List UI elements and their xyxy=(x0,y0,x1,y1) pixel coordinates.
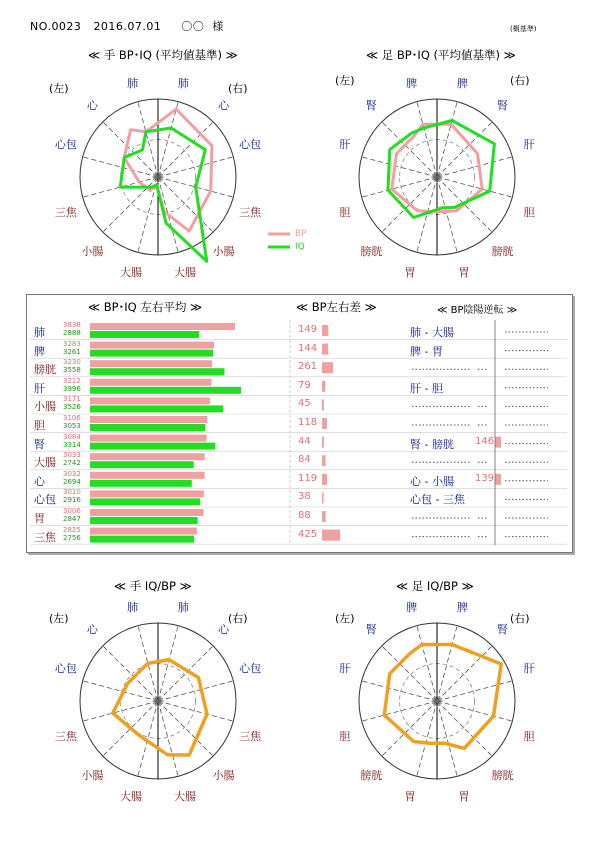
iq-bar xyxy=(90,387,241,394)
iq-value: 2847 xyxy=(63,515,81,523)
lr-diff-bar xyxy=(322,511,326,522)
bp-bar xyxy=(90,509,204,516)
iq-value: 2888 xyxy=(63,329,81,337)
axis-label: 三焦 xyxy=(239,205,262,219)
axis-label: 肺 xyxy=(177,601,189,615)
organ-label: 肺 xyxy=(34,326,45,339)
bp-value: 3006 xyxy=(63,507,81,515)
axis-label: 腎 xyxy=(497,99,509,113)
axis-label: 心包 xyxy=(54,138,77,152)
bp-value: 2825 xyxy=(63,525,81,534)
axis-label: 肺 xyxy=(127,601,139,615)
lr-diff-value: 79 xyxy=(298,379,311,391)
bp-value: 3106 xyxy=(63,414,81,422)
legend-iq-label: IQ xyxy=(295,242,305,252)
axis-label: 脾 xyxy=(456,601,468,615)
lr-diff-value: 44 xyxy=(298,435,311,447)
spoke-line xyxy=(437,102,457,177)
axis-label: 腎 xyxy=(365,623,377,637)
axis-label: 心 xyxy=(218,623,230,637)
organ-label: 胃 xyxy=(34,512,45,525)
axis-label: 胃 xyxy=(404,266,416,280)
spoke-line xyxy=(158,646,213,701)
lr-diff-bar xyxy=(322,455,326,466)
reversal-bar xyxy=(495,474,501,485)
series-iq-bp-polygon xyxy=(384,645,501,749)
iq-value: 3996 xyxy=(63,384,81,393)
spoke-line xyxy=(437,122,492,177)
spoke-line xyxy=(138,102,158,177)
lr-diff-value: 45 xyxy=(298,398,311,410)
axis-label: 三焦 xyxy=(239,729,262,743)
axis-label: 胃 xyxy=(458,790,470,804)
bp-bar xyxy=(90,472,205,479)
axis-label: 心 xyxy=(218,99,230,113)
axis-label: 大腸 xyxy=(119,790,142,804)
axis-label: 心 xyxy=(86,623,98,637)
organ-label: 心包 xyxy=(34,493,56,507)
iq-bar xyxy=(90,536,194,543)
bp-bar xyxy=(90,379,211,386)
bp-value: 3283 xyxy=(63,339,81,348)
lr-diff-value: 38 xyxy=(298,491,311,503)
right-side-label: (右) xyxy=(228,612,248,625)
right-side-label: (右) xyxy=(510,612,530,625)
left-side-label: (左) xyxy=(335,74,355,87)
bp-value: 3171 xyxy=(63,395,81,404)
axis-label: 膀胱 xyxy=(360,768,383,782)
spoke-line xyxy=(138,701,158,776)
axis-label: 脾 xyxy=(406,77,418,91)
reversal-value: 139 xyxy=(475,472,495,484)
iq-value: 2916 xyxy=(63,496,81,505)
axis-label: 脾 xyxy=(406,601,418,615)
bp-bar xyxy=(90,416,207,423)
iq-bar xyxy=(90,350,213,357)
bp-bar xyxy=(90,342,214,349)
axis-label: 胃 xyxy=(458,266,470,280)
patient-name: 〇〇 xyxy=(181,20,205,33)
spoke-line xyxy=(417,701,437,776)
lr-diff-value: 118 xyxy=(298,417,318,428)
reversal-pair: 心 - 小腸 xyxy=(410,474,454,488)
iq-bar xyxy=(90,498,200,505)
spoke-line xyxy=(382,701,437,756)
spoke-line xyxy=(103,646,158,701)
axis-label: 膀胱 xyxy=(491,244,514,258)
iq-value: 2756 xyxy=(63,533,81,542)
left-side-label: (左) xyxy=(335,612,355,625)
bp-bar xyxy=(90,360,212,367)
lr-diff-bar xyxy=(322,344,328,355)
foot-iqbp-title: ≪ 足 IQ/BP ≫ xyxy=(396,579,474,593)
bp-value: 3084 xyxy=(63,432,81,441)
reversal-bar xyxy=(495,437,501,448)
axis-label: 小腸 xyxy=(212,244,235,258)
organ-label: 三焦 xyxy=(34,530,56,544)
reversal-pair: 腎 - 膀胱 xyxy=(410,437,454,451)
foot-bpiq-title: ≪ 足 BP･IQ (平均値基準) ≫ xyxy=(366,48,516,62)
bp-bar xyxy=(90,528,197,535)
axis-label: 胆 xyxy=(339,205,351,219)
iq-bar xyxy=(90,405,223,412)
reversal-pair: 心包 - 三焦 xyxy=(410,493,465,507)
lr-diff-value: 144 xyxy=(298,342,318,354)
iq-bar xyxy=(90,424,205,431)
bp-bar xyxy=(90,323,235,330)
iq-value: 3558 xyxy=(63,366,81,375)
series-iq-bp-polygon xyxy=(113,660,207,755)
axis-label: 肺 xyxy=(127,77,139,91)
reversal-title: ≪ BP陰陽逆転 ≫ xyxy=(437,305,518,316)
bp-value: 3230 xyxy=(63,358,81,367)
header-note: (概基準) xyxy=(510,25,537,33)
axis-label: 腎 xyxy=(365,99,377,113)
iq-bar xyxy=(90,443,215,450)
axis-label: 小腸 xyxy=(81,768,104,782)
axis-label: 大腸 xyxy=(174,790,196,804)
bp-value: 3212 xyxy=(63,376,81,385)
iq-bar xyxy=(90,331,199,338)
average-title: ≪ BP･IQ 左右平均 ≫ xyxy=(88,300,203,314)
hand-bpiq-title: ≪ 手 BP･IQ (平均値基準) ≫ xyxy=(88,48,238,62)
bp-bar xyxy=(90,453,205,460)
bp-bar xyxy=(90,397,210,404)
left-side-label: (左) xyxy=(49,612,69,625)
right-side-label: (右) xyxy=(510,74,530,87)
lr-diff-value: 88 xyxy=(298,510,311,521)
lr-diff-bar xyxy=(322,381,325,392)
organ-label: 大腸 xyxy=(34,456,56,470)
axis-label: 膀胱 xyxy=(360,244,383,258)
organ-label: 膀胱 xyxy=(34,363,56,377)
axis-label: 心包 xyxy=(54,662,77,676)
reversal-pair: 脾 - 胃 xyxy=(410,344,443,358)
axis-label: 心包 xyxy=(239,138,262,152)
organ-label: 小腸 xyxy=(34,400,56,414)
lr-diff-value: 425 xyxy=(298,528,318,540)
organ-label: 脾 xyxy=(34,344,45,358)
axis-label: 肝 xyxy=(339,138,351,152)
axis-label: 小腸 xyxy=(212,768,235,782)
axis-label: 膀胱 xyxy=(491,768,514,782)
iq-value: 3053 xyxy=(63,422,81,430)
spoke-line xyxy=(417,626,437,701)
lr-diff-bar xyxy=(322,437,324,448)
iq-value: 2742 xyxy=(63,459,81,468)
lr-diff-bar xyxy=(322,492,324,503)
axis-label: 胆 xyxy=(339,729,351,743)
bp-bar xyxy=(90,435,207,442)
record-number: NO.0023 xyxy=(30,20,82,33)
lr-diff-value: 119 xyxy=(298,472,318,484)
spoke-line xyxy=(417,102,437,177)
spoke-line xyxy=(103,177,158,232)
lr-diff-bar xyxy=(322,418,327,429)
spoke-line xyxy=(158,701,178,776)
axis-label: 肺 xyxy=(177,77,189,91)
organ-label: 腎 xyxy=(34,437,45,451)
spoke-line xyxy=(437,701,457,776)
reversal-value: 146 xyxy=(475,435,495,447)
iq-value: 3261 xyxy=(63,347,81,356)
spoke-line xyxy=(437,646,492,701)
axis-label: 大腸 xyxy=(119,266,142,280)
axis-label: 三焦 xyxy=(54,729,77,743)
iq-bar xyxy=(90,480,192,487)
lr-diff-bar xyxy=(322,530,340,541)
axis-label: 胆 xyxy=(523,729,535,743)
hand-iqbp-title: ≪ 手 IQ/BP ≫ xyxy=(114,579,192,593)
lr-diff-bar xyxy=(322,474,327,485)
bp-value: 3838 xyxy=(63,321,81,329)
axis-label: 胃 xyxy=(404,790,416,804)
iq-bar xyxy=(90,368,225,375)
right-side-label: (右) xyxy=(228,82,248,95)
bp-value: 3033 xyxy=(63,451,81,460)
record-date: 2016.07.01 xyxy=(93,20,162,33)
series-iq-polygon xyxy=(120,128,207,261)
lr-diff-value: 149 xyxy=(298,324,318,335)
bp-bar xyxy=(90,490,204,497)
bp-value: 3010 xyxy=(63,488,81,497)
axis-label: 大腸 xyxy=(174,266,196,280)
organ-label: 胆 xyxy=(34,419,45,432)
lr-diff-value: 84 xyxy=(298,454,311,466)
lr-diff-value: 261 xyxy=(298,361,318,373)
spoke-line xyxy=(158,102,178,177)
axis-label: 肝 xyxy=(523,138,535,152)
axis-label: 肝 xyxy=(523,662,535,676)
left-side-label: (左) xyxy=(49,82,69,95)
spoke-line xyxy=(437,177,457,252)
reversal-pair: 肝 - 胆 xyxy=(410,381,443,395)
axis-label: 肝 xyxy=(339,662,351,676)
axis-label: 三焦 xyxy=(54,205,77,219)
organ-label: 肝 xyxy=(34,381,45,395)
lr-diff-bar xyxy=(322,362,333,373)
axis-label: 胆 xyxy=(523,205,535,219)
axis-label: 脾 xyxy=(456,77,468,91)
diff-title: ≪ BP左右差 ≫ xyxy=(296,300,377,314)
legend-bp-label: BP xyxy=(295,229,307,239)
honorific: 様 xyxy=(212,20,224,33)
organ-label: 心 xyxy=(34,474,45,488)
iq-value: 3526 xyxy=(63,403,81,412)
iq-bar xyxy=(90,461,194,468)
iq-value: 3314 xyxy=(63,440,81,449)
axis-label: 心 xyxy=(86,99,98,113)
iq-value: 2694 xyxy=(63,477,81,486)
spoke-line xyxy=(437,626,457,701)
axis-label: 腎 xyxy=(497,623,509,637)
axis-label: 心包 xyxy=(239,662,262,676)
axis-label: 小腸 xyxy=(81,244,104,258)
lr-diff-bar xyxy=(322,399,324,410)
lr-diff-bar xyxy=(322,325,328,336)
reversal-pair: 肺 - 大腸 xyxy=(410,326,454,339)
bp-value: 3032 xyxy=(63,469,81,478)
iq-bar xyxy=(90,517,198,524)
